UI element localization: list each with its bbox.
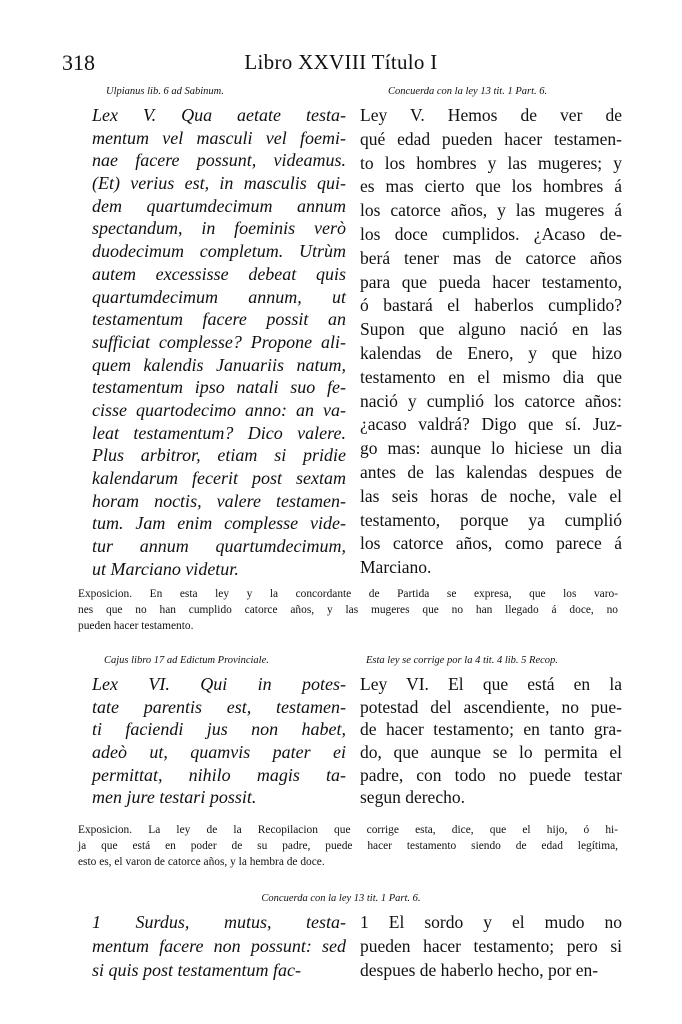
law5-exposicion	[78, 586, 618, 634]
text-line: men jure testari possit.	[92, 787, 257, 808]
section1-latin-text	[92, 910, 346, 982]
text-line: testamentum facere possit an	[92, 309, 346, 330]
text-line: Ley VI. El que está en la	[360, 674, 622, 694]
text-line: duodecimum completum. Utrùm	[92, 241, 346, 262]
text-line: potestad del ascendiente, no pue-	[360, 696, 622, 717]
text-line: es mas cierto que los hombres á	[360, 176, 622, 197]
text-line: Exposicion. La ley de la Recopilacion que corrige esta, dice, que el hijo, ó hi-	[78, 824, 618, 836]
text-line: adeò ut, quamvis pater ei	[92, 742, 346, 763]
law5-right-citation: Concuerda con la ley 13 tit. 1 Part. 6.	[388, 86, 548, 97]
section1-citation: Concuerda con la ley 13 tit. 1 Part. 6.	[261, 893, 421, 904]
text-line: si quis post testamentum fac-	[92, 960, 301, 980]
text-line: mentum facere non possunt: sed	[92, 936, 346, 956]
text-line: Marciano.	[360, 557, 432, 578]
text-line: pueden hacer testamento.	[78, 620, 194, 632]
text-line: Plus arbitror, etiam si pridie	[92, 445, 346, 466]
text-line: tate parentis est, testamen-	[92, 696, 346, 717]
law6-right-citation: Esta ley se corrige por la 4 tit. 4 lib. 5 Recop.	[366, 655, 558, 666]
text-line: ¿acaso valdrá? Digo que sí. Juz-	[360, 414, 622, 435]
text-line: los catorce años, como parece á	[360, 533, 622, 554]
text-line: (Et) verius est, in masculis qui-	[92, 173, 346, 194]
text-line: las seis horas de noche, vale el	[360, 485, 622, 506]
law6-exposicion	[78, 822, 618, 870]
text-line: mentum vel masculi vel foemi-	[92, 127, 346, 148]
section1-spanish-text	[360, 910, 622, 982]
law5-latin-text	[92, 104, 346, 580]
text-line: quartumdecimum annum, ut	[92, 286, 346, 307]
text-line: nes que no han cumplido catorce años, y las mugeres que no han llegado á doce, no	[78, 604, 618, 616]
law6-left-citation: Cajus libro 17 ad Edictum Provinciale.	[104, 655, 269, 666]
text-line: go mas: aunque lo hiciese un dia	[360, 438, 622, 459]
text-line: ja que está en poder de su padre, puede hacer testamento siendo de edad legítima,	[78, 840, 618, 852]
text-line: ti faciendi jus non habet,	[92, 719, 346, 740]
law5-left-citation: Ulpianus lib. 6 ad Sabinum.	[106, 86, 224, 97]
text-line: ut Marciano videtur.	[92, 558, 239, 579]
running-head: Libro XXVIII Título I	[244, 50, 438, 74]
text-line: quem kalendis Januariis natum,	[92, 354, 346, 375]
law6-latin-text	[92, 673, 346, 809]
text-line: qué edad pueden hacer testamen-	[360, 128, 622, 149]
text-line: Ley V. Hemos de ver de	[360, 105, 622, 125]
text-line: Lex V. Qua aetate testa-	[92, 105, 346, 125]
text-line: tur annum quartumdecimum,	[92, 536, 346, 557]
text-line: Exposicion. En esta ley y la concordante de Partida se expresa, que los varo-	[78, 588, 618, 600]
text-line: sufficiat complesse? Propone ali-	[92, 331, 346, 352]
text-line: nae facere possunt, videamus.	[92, 150, 346, 171]
text-line: cisse quartodecimo anno: an va-	[92, 399, 346, 420]
text-line: 1 Surdus, mutus, testa-	[92, 912, 346, 932]
text-line: testamento en el mismo dia que	[360, 366, 622, 387]
text-line: testamento, porque ya cumplió	[360, 509, 622, 530]
text-line: antes de las kalendas despues de	[360, 461, 622, 482]
text-line: kalendas de Enero, y que hizo	[360, 342, 622, 363]
text-line: para que pueda hacer testamento,	[360, 271, 622, 292]
text-line: kalendarum fecerit post sextam	[92, 468, 346, 488]
text-line: 1 El sordo y el mudo no	[360, 912, 622, 932]
law5-spanish-text	[360, 104, 622, 580]
text-line: horam noctis, valere testamen-	[92, 490, 346, 511]
text-line: ó bastará el haberlos cumplido?	[360, 295, 622, 316]
text-line: los catorce años, y las mugeres á	[360, 200, 622, 221]
text-line: leat testamentum? Dico valere.	[92, 422, 346, 443]
law6-spanish-text	[360, 673, 622, 809]
text-line: Lex VI. Qui in potes-	[92, 674, 346, 694]
text-line: dem quartumdecimum annum	[92, 195, 346, 216]
text-line: testamentum ipso natali suo fe-	[92, 377, 346, 398]
text-line: padre, con todo no puede testar	[360, 764, 622, 785]
text-line: despues de haberlo hecho, por en-	[360, 960, 599, 980]
text-line: Supon que alguno nació en las	[360, 319, 622, 340]
text-line: permittat, nihilo magis ta-	[92, 764, 346, 785]
text-line: los doce cumplidos. ¿Acaso de-	[360, 223, 622, 244]
text-line: pueden hacer testamento; pero si	[360, 936, 622, 956]
text-line: de hacer testamento; en tanto gra-	[360, 719, 622, 740]
text-line: to los hombres y las mugeres; y	[360, 152, 622, 173]
text-line: segun derecho.	[360, 787, 465, 808]
text-line: esto es, el varon de catorce años, y la hembra de doce.	[78, 856, 325, 868]
text-line: spectandum, in foeminis verò	[92, 218, 346, 239]
page-number: 318	[62, 50, 95, 75]
text-line: nació y cumplió los catorce años:	[360, 390, 622, 411]
text-line: autem excessisse debeat quis	[92, 263, 346, 284]
text-line: tum. Jam enim complesse vide-	[92, 513, 346, 534]
text-line: do, que aunque se lo permita el	[360, 742, 622, 763]
text-line: berá tener mas de catorce años	[360, 247, 622, 268]
